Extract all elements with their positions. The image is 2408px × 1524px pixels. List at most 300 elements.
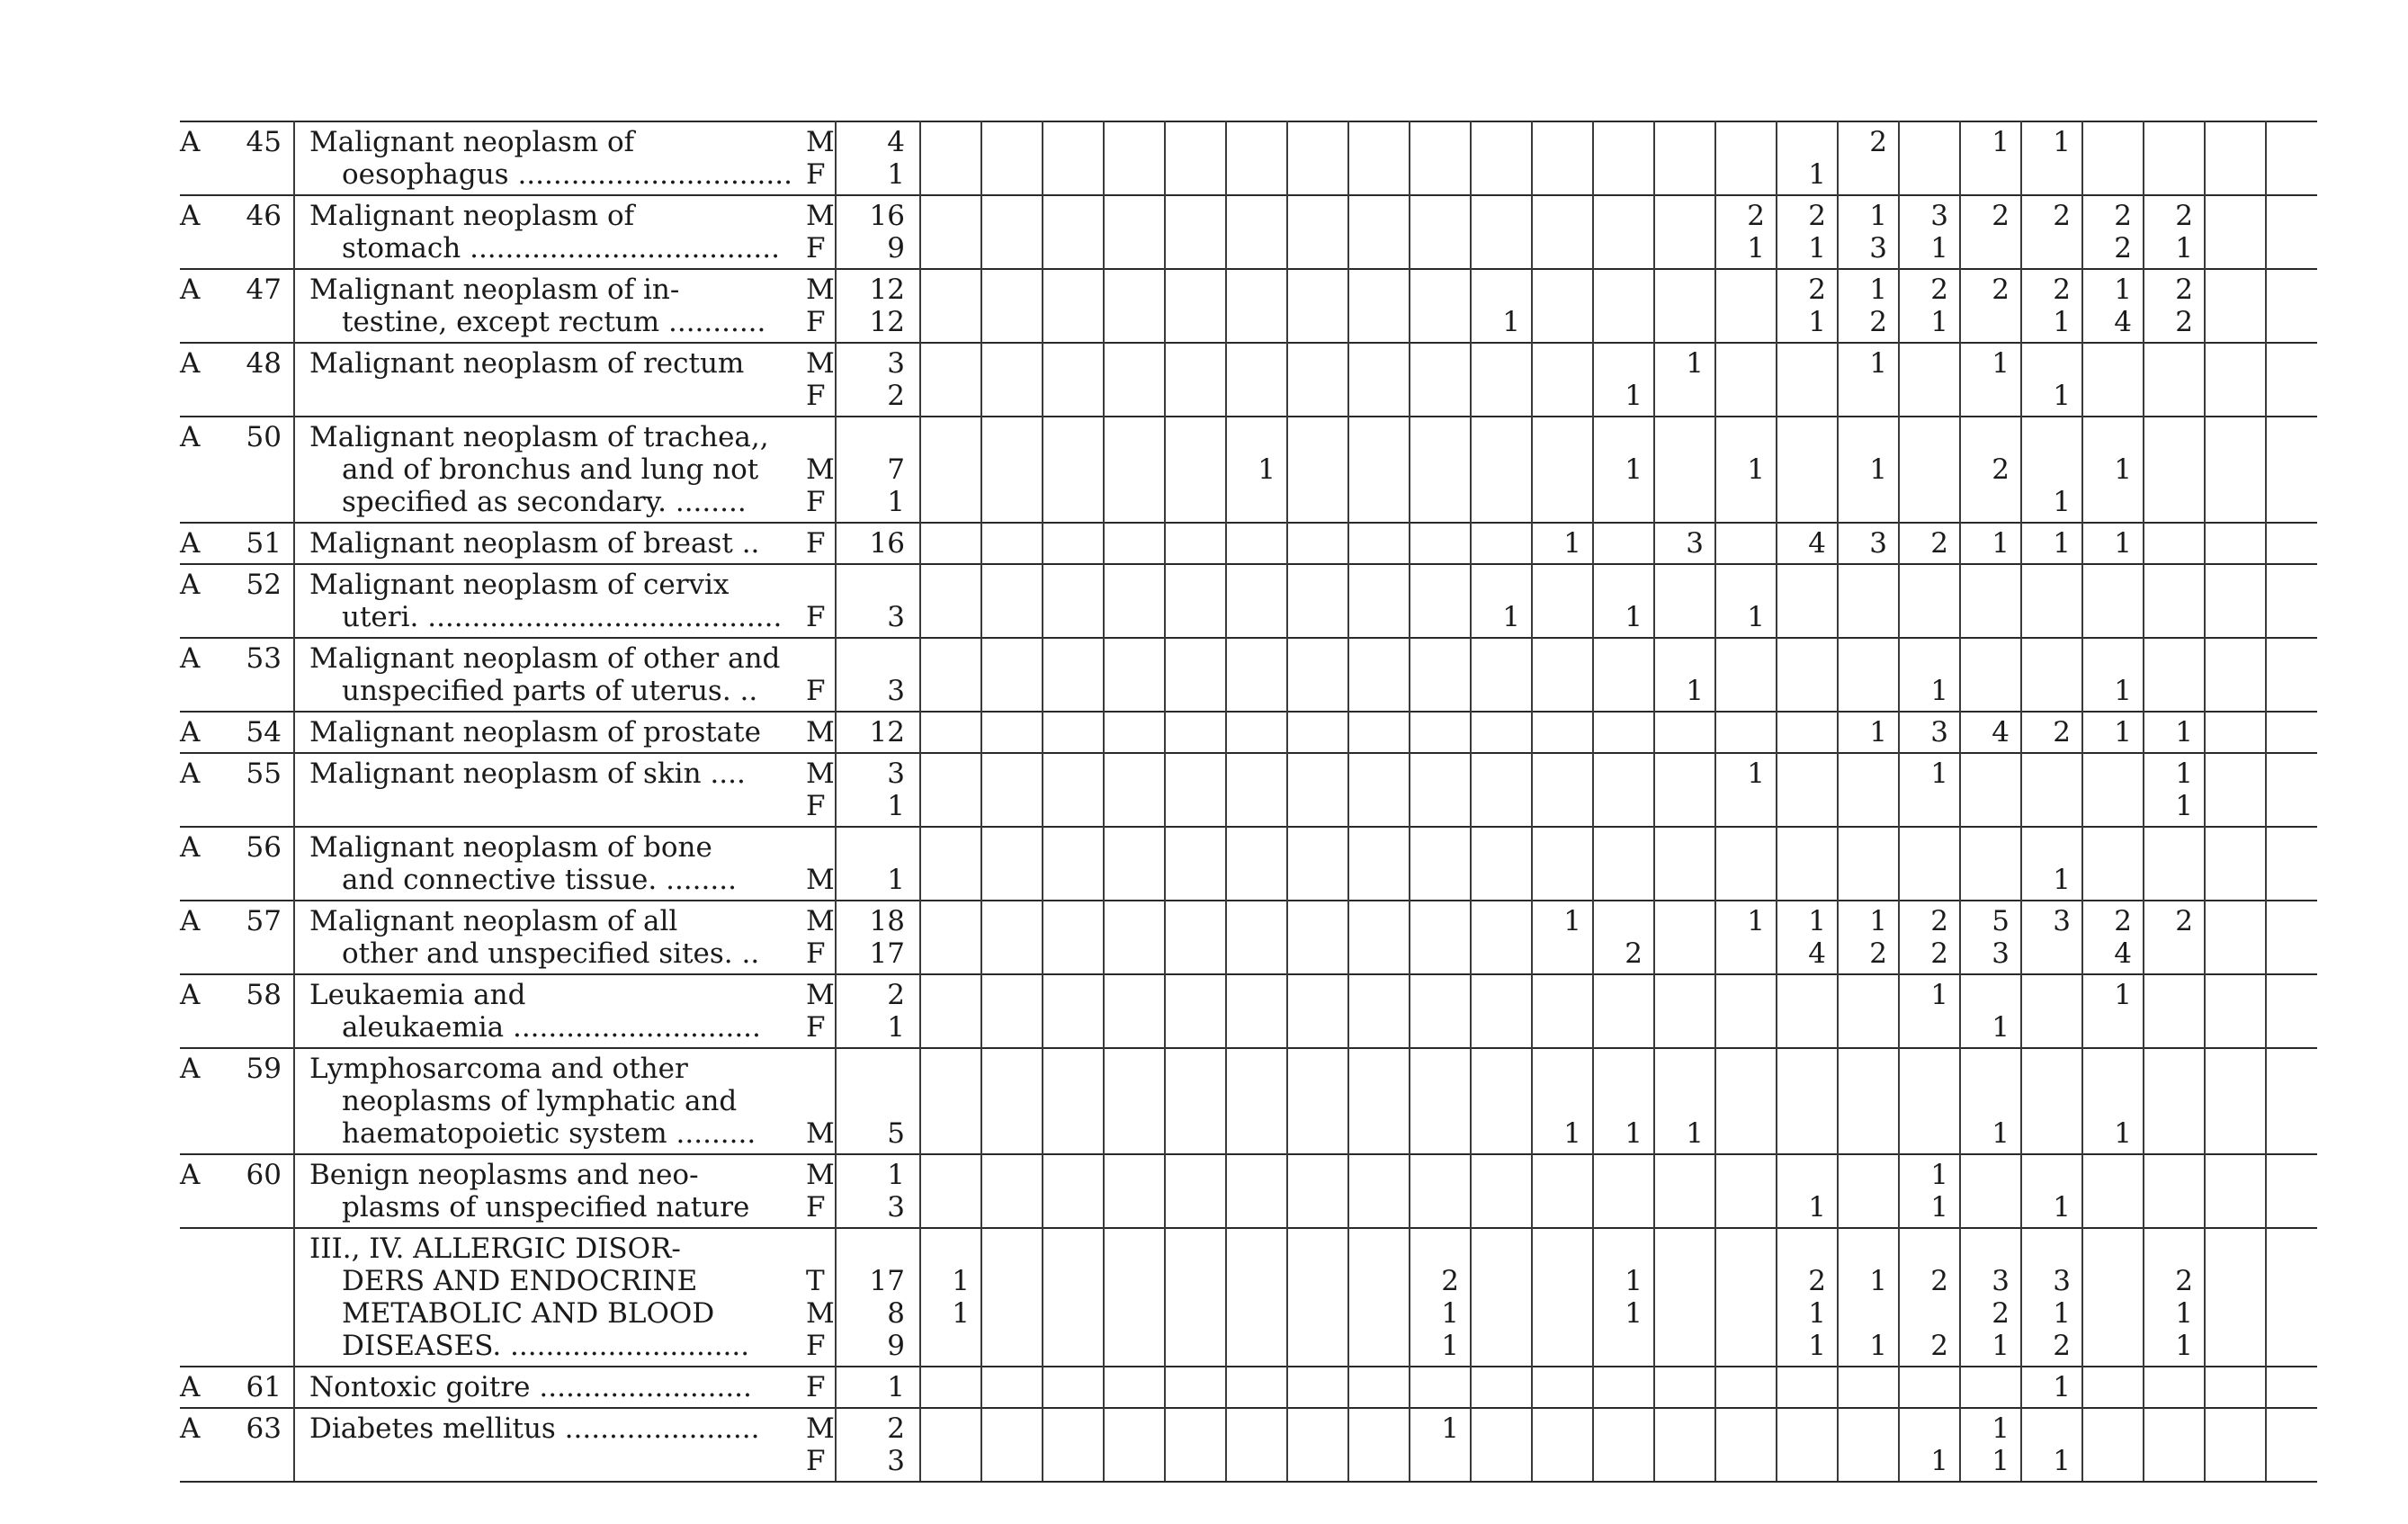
- column-rule: [1653, 121, 1655, 194]
- column-rule: [1409, 522, 1410, 563]
- row-cell-value: 3: [1869, 232, 1887, 264]
- column-rule: [2204, 1227, 2206, 1366]
- column-rule: [1225, 1407, 1227, 1481]
- row-cell-value: 1: [2175, 1330, 2193, 1362]
- column-rule: [2204, 637, 2206, 711]
- column-rule: [1409, 900, 1410, 973]
- column-rule: [1470, 900, 1472, 973]
- row-prefix: A: [180, 347, 201, 380]
- column-rule: [980, 1153, 982, 1227]
- sex-divider: [835, 1047, 837, 1153]
- column-rule: [1653, 1227, 1655, 1366]
- column-rule: [1653, 973, 1655, 1047]
- column-rule: [2265, 637, 2267, 711]
- column-rule: [1592, 268, 1594, 342]
- row-code: 61: [246, 1371, 282, 1403]
- row-total: 12: [869, 306, 905, 338]
- row-cell-value: 4: [2114, 306, 2132, 338]
- column-rule: [2143, 711, 2144, 752]
- column-rule: [1959, 563, 1961, 637]
- row-sex: M: [806, 126, 835, 158]
- row-cause-line: Malignant neoplasm of cervix: [309, 569, 730, 601]
- column-rule: [2020, 194, 2022, 268]
- row-cell-value: 1: [2053, 1371, 2071, 1403]
- column-rule: [1470, 268, 1472, 342]
- column-rule: [1103, 194, 1105, 268]
- column-rule: [1653, 1153, 1655, 1227]
- code-divider: [293, 826, 295, 900]
- column-rule: [2143, 973, 2144, 1047]
- row-cause-line: Malignant neoplasm of: [309, 200, 635, 232]
- column-rule: [2204, 900, 2206, 973]
- column-rule: [1164, 637, 1166, 711]
- column-rule: [1103, 900, 1105, 973]
- row-code: 48: [246, 347, 282, 380]
- row-sex: M: [806, 1117, 835, 1150]
- column-rule: [1531, 900, 1533, 973]
- column-rule: [980, 416, 982, 522]
- column-rule: [1959, 1407, 1961, 1481]
- row-cause-line: testine, except rectum ...........: [342, 306, 766, 338]
- column-rule: [1103, 522, 1105, 563]
- column-rule: [1653, 637, 1655, 711]
- column-rule: [980, 342, 982, 416]
- column-rule: [2204, 826, 2206, 900]
- column-rule: [1409, 1366, 1410, 1407]
- column-rule: [1653, 563, 1655, 637]
- column-rule: [1714, 342, 1716, 416]
- column-rule: [1286, 1047, 1288, 1153]
- column-rule: [2020, 268, 2022, 342]
- code-divider: [293, 268, 295, 342]
- column-rule: [1042, 121, 1043, 194]
- column-rule: [1653, 342, 1655, 416]
- column-rule: [2204, 1366, 2206, 1407]
- column-rule: [1592, 1153, 1594, 1227]
- column-rule: [1898, 1047, 1900, 1153]
- row-rule: [180, 563, 2317, 565]
- code-divider: [293, 416, 295, 522]
- column-rule: [1409, 342, 1410, 416]
- row-cell-value: 1: [1930, 675, 1948, 707]
- column-rule: [1103, 711, 1105, 752]
- column-rule: [1837, 121, 1839, 194]
- column-rule: [2020, 1366, 2022, 1407]
- column-rule: [1470, 522, 1472, 563]
- column-rule: [1103, 342, 1105, 416]
- sex-divider: [835, 900, 837, 973]
- row-cell-value: 1: [2053, 486, 2071, 518]
- row-cell-value: 2: [2175, 200, 2193, 232]
- row-cell-value: 3: [1992, 1265, 2010, 1297]
- row-cause-line: Leukaemia and: [309, 979, 526, 1011]
- column-rule: [1837, 711, 1839, 752]
- column-rule: [1164, 752, 1166, 826]
- column-rule: [1959, 342, 1961, 416]
- row-cause-line: plasms of unspecified nature: [342, 1191, 750, 1224]
- code-divider: [293, 1227, 295, 1366]
- code-divider: [293, 1407, 295, 1481]
- column-rule: [1409, 194, 1410, 268]
- column-rule: [1103, 973, 1105, 1047]
- column-rule: [1225, 637, 1227, 711]
- row-prefix: A: [180, 758, 201, 790]
- column-rule: [1164, 1153, 1166, 1227]
- row-cell-value: 1: [2053, 1445, 2071, 1477]
- column-rule: [1164, 711, 1166, 752]
- column-rule: [2143, 416, 2144, 522]
- row-cell-value: 1: [1869, 1330, 1887, 1362]
- column-rule: [1103, 121, 1105, 194]
- row-cell-value: 2: [1808, 273, 1826, 306]
- row-prefix: A: [180, 200, 201, 232]
- column-rule: [1103, 637, 1105, 711]
- row-cell-value: 2: [1930, 1330, 1948, 1362]
- row-cell-value: 2: [2053, 200, 2071, 232]
- column-rule: [1898, 522, 1900, 563]
- row-cause-line: Malignant neoplasm of breast ..: [309, 527, 760, 560]
- row-cell-value: 2: [1992, 200, 2010, 232]
- column-rule: [1103, 1407, 1105, 1481]
- column-rule: [2143, 563, 2144, 637]
- row-code: 55: [246, 758, 282, 790]
- sex-divider: [835, 194, 837, 268]
- row-cell-value: 1: [1869, 347, 1887, 380]
- column-rule: [1164, 1366, 1166, 1407]
- row-sex: M: [806, 1159, 835, 1191]
- row-cause-line: DERS AND ENDOCRINE: [342, 1265, 698, 1297]
- column-rule: [2081, 1366, 2083, 1407]
- column-rule: [1286, 121, 1288, 194]
- column-rule: [1409, 752, 1410, 826]
- column-rule: [1714, 711, 1716, 752]
- sex-divider: [835, 826, 837, 900]
- row-cell-value: 2: [2053, 1330, 2071, 1362]
- column-rule: [1531, 342, 1533, 416]
- row-sex: M: [806, 864, 835, 896]
- column-rule: [1898, 752, 1900, 826]
- column-rule: [2265, 1047, 2267, 1153]
- row-code: 56: [246, 831, 282, 864]
- column-rule: [2143, 194, 2144, 268]
- row-prefix: A: [180, 905, 201, 937]
- column-rule: [1959, 416, 1961, 522]
- row-sex: F: [806, 675, 826, 707]
- row-cell-value: 1: [2053, 380, 2071, 412]
- column-rule: [1898, 416, 1900, 522]
- column-rule: [1470, 1047, 1472, 1153]
- row-total: 9: [887, 232, 905, 264]
- row-cell-value: 2: [1441, 1265, 1459, 1297]
- column-rule: [2143, 1366, 2144, 1407]
- row-cause-line: DISEASES. ...........................: [342, 1330, 750, 1362]
- column-rule: [980, 1047, 982, 1153]
- column-rule: [2020, 973, 2022, 1047]
- row-total: 1: [887, 790, 905, 822]
- column-rule: [1959, 1227, 1961, 1366]
- column-rule: [1409, 826, 1410, 900]
- row-cell-value: 1: [1625, 453, 1643, 486]
- column-rule: [1592, 342, 1594, 416]
- column-rule: [2204, 416, 2206, 522]
- column-rule: [919, 1407, 921, 1481]
- column-rule: [980, 121, 982, 194]
- column-rule: [980, 563, 982, 637]
- column-rule: [2081, 752, 2083, 826]
- row-cell-value: 1: [1747, 905, 1765, 937]
- column-rule: [1898, 563, 1900, 637]
- column-rule: [1959, 826, 1961, 900]
- row-cell-value: 1: [952, 1265, 970, 1297]
- sex-divider: [835, 973, 837, 1047]
- row-cause-line: III., IV. ALLERGIC DISOR-: [309, 1233, 681, 1265]
- row-cause-line: stomach ...................................: [342, 232, 780, 264]
- column-rule: [2081, 416, 2083, 522]
- row-sex: M: [806, 905, 835, 937]
- column-rule: [1837, 342, 1839, 416]
- row-cell-value: 1: [1686, 1117, 1704, 1150]
- column-rule: [1286, 637, 1288, 711]
- column-rule: [1714, 1366, 1716, 1407]
- column-rule: [2204, 268, 2206, 342]
- row-rule: [180, 416, 2317, 417]
- row-cell-value: 1: [1747, 758, 1765, 790]
- column-rule: [919, 637, 921, 711]
- row-code: 60: [246, 1159, 282, 1191]
- column-rule: [980, 637, 982, 711]
- column-rule: [1592, 637, 1594, 711]
- column-rule: [1470, 826, 1472, 900]
- column-rule: [1959, 1047, 1961, 1153]
- row-cell-value: 1: [1808, 1330, 1826, 1362]
- column-rule: [1531, 752, 1533, 826]
- row-cause-line: Lymphosarcoma and other: [309, 1053, 688, 1085]
- column-rule: [1409, 1407, 1410, 1481]
- column-rule: [1286, 826, 1288, 900]
- row-cell-value: 1: [2114, 273, 2132, 306]
- column-rule: [1714, 522, 1716, 563]
- column-rule: [1898, 637, 1900, 711]
- column-rule: [919, 121, 921, 194]
- column-rule: [1225, 563, 1227, 637]
- row-cell-value: 1: [1625, 1117, 1643, 1150]
- sex-divider: [835, 752, 837, 826]
- column-rule: [1898, 1227, 1900, 1366]
- row-sex: M: [806, 273, 835, 306]
- column-rule: [1286, 752, 1288, 826]
- row-cell-value: 1: [1441, 1297, 1459, 1330]
- column-rule: [1225, 416, 1227, 522]
- row-cell-value: 1: [2114, 716, 2132, 749]
- column-rule: [2020, 711, 2022, 752]
- row-prefix: A: [180, 642, 201, 675]
- row-cause-line: neoplasms of lymphatic and: [342, 1085, 738, 1117]
- column-rule: [2081, 268, 2083, 342]
- row-cell-value: 2: [2114, 905, 2132, 937]
- column-rule: [2020, 752, 2022, 826]
- column-rule: [1714, 194, 1716, 268]
- column-rule: [2081, 342, 2083, 416]
- column-rule: [1347, 637, 1349, 711]
- column-rule: [2020, 121, 2022, 194]
- column-rule: [919, 1227, 921, 1366]
- row-cell-value: 1: [2053, 306, 2071, 338]
- row-cell-value: 1: [1992, 347, 2010, 380]
- column-rule: [1776, 637, 1777, 711]
- row-cause-line: Malignant neoplasm of in-: [309, 273, 680, 306]
- column-rule: [1225, 121, 1227, 194]
- column-rule: [1286, 342, 1288, 416]
- row-cell-value: 2: [1930, 1265, 1948, 1297]
- row-cell-value: 1: [1992, 1011, 2010, 1044]
- column-rule: [1653, 522, 1655, 563]
- column-rule: [1225, 342, 1227, 416]
- column-rule: [1103, 826, 1105, 900]
- column-rule: [1714, 416, 1716, 522]
- row-cell-value: 1: [2175, 1297, 2193, 1330]
- column-rule: [1959, 522, 1961, 563]
- row-cause-line: aleukaemia ............................: [342, 1011, 761, 1044]
- row-cell-value: 2: [1992, 273, 2010, 306]
- row-prefix: A: [180, 716, 201, 749]
- row-total: 3: [887, 601, 905, 633]
- column-rule: [1531, 522, 1533, 563]
- column-rule: [2020, 637, 2022, 711]
- row-sex: M: [806, 716, 835, 749]
- row-cell-value: 3: [1992, 937, 2010, 970]
- sex-divider: [835, 121, 837, 194]
- column-rule: [1225, 826, 1227, 900]
- column-rule: [1286, 1366, 1288, 1407]
- column-rule: [1347, 1366, 1349, 1407]
- column-rule: [1837, 1227, 1839, 1366]
- row-cell-value: 1: [1930, 1191, 1948, 1224]
- row-cell-value: 1: [1625, 601, 1643, 633]
- column-rule: [1592, 752, 1594, 826]
- row-cause-line: Malignant neoplasm of all: [309, 905, 678, 937]
- row-total: 17: [869, 937, 905, 970]
- row-sex: M: [806, 453, 835, 486]
- column-rule: [1286, 268, 1288, 342]
- column-rule: [1837, 637, 1839, 711]
- row-cause-line: uteri. ........................................: [342, 601, 783, 633]
- row-cause-line: Malignant neoplasm of: [309, 126, 635, 158]
- row-total: 17: [869, 1265, 905, 1297]
- column-rule: [980, 973, 982, 1047]
- row-cause-line: haematopoietic system .........: [342, 1117, 756, 1150]
- column-rule: [1347, 1153, 1349, 1227]
- column-rule: [1470, 973, 1472, 1047]
- column-rule: [1898, 711, 1900, 752]
- row-cell-value: 1: [1930, 306, 1948, 338]
- column-rule: [2081, 121, 2083, 194]
- row-rule: [180, 1153, 2317, 1155]
- row-cell-value: 1: [1808, 1191, 1826, 1224]
- row-cell-value: 3: [2053, 905, 2071, 937]
- row-rule: [180, 637, 2317, 639]
- sex-divider: [835, 268, 837, 342]
- row-total: 16: [869, 527, 905, 560]
- row-cell-value: 3: [1869, 527, 1887, 560]
- column-rule: [1653, 752, 1655, 826]
- column-rule: [980, 900, 982, 973]
- column-rule: [1959, 268, 1961, 342]
- column-rule: [1225, 1227, 1227, 1366]
- column-rule: [1103, 752, 1105, 826]
- row-cell-value: 2: [1930, 937, 1948, 970]
- row-cell-value: 1: [1808, 306, 1826, 338]
- column-rule: [1959, 752, 1961, 826]
- column-rule: [2265, 900, 2267, 973]
- column-rule: [1164, 973, 1166, 1047]
- code-divider: [293, 194, 295, 268]
- row-cell-value: 1: [1808, 1297, 1826, 1330]
- row-sex: M: [806, 1412, 835, 1445]
- row-cause-line: Malignant neoplasm of trachea,,: [309, 421, 769, 453]
- column-rule: [1653, 268, 1655, 342]
- code-divider: [293, 342, 295, 416]
- column-rule: [1776, 194, 1777, 268]
- row-cell-value: 2: [1808, 200, 1826, 232]
- row-code: 52: [246, 569, 282, 601]
- column-rule: [1103, 268, 1105, 342]
- column-rule: [1286, 1227, 1288, 1366]
- column-rule: [1714, 1153, 1716, 1227]
- column-rule: [2204, 563, 2206, 637]
- row-total: 7: [887, 453, 905, 486]
- column-rule: [2143, 1227, 2144, 1366]
- column-rule: [919, 711, 921, 752]
- sex-divider: [835, 563, 837, 637]
- row-rule: [180, 268, 2317, 270]
- column-rule: [1347, 826, 1349, 900]
- column-rule: [1898, 900, 1900, 973]
- column-rule: [1653, 900, 1655, 973]
- column-rule: [1837, 1153, 1839, 1227]
- column-rule: [1592, 194, 1594, 268]
- sex-divider: [835, 1407, 837, 1481]
- sex-divider: [835, 416, 837, 522]
- column-rule: [1164, 900, 1166, 973]
- row-sex: F: [806, 790, 826, 822]
- row-cause-line: Malignant neoplasm of rectum: [309, 347, 745, 380]
- column-rule: [2265, 121, 2267, 194]
- column-rule: [1225, 1366, 1227, 1407]
- row-sex: T: [806, 1265, 825, 1297]
- column-rule: [1592, 1047, 1594, 1153]
- row-cell-value: 1: [1930, 232, 1948, 264]
- column-rule: [1531, 637, 1533, 711]
- code-divider: [293, 121, 295, 194]
- row-code: 53: [246, 642, 282, 675]
- column-rule: [2265, 826, 2267, 900]
- column-rule: [1898, 826, 1900, 900]
- row-rule: [180, 973, 2317, 975]
- row-prefix: A: [180, 1412, 201, 1445]
- row-cell-value: 1: [1930, 1445, 1948, 1477]
- row-cell-value: 1: [1563, 1117, 1581, 1150]
- row-cell-value: 1: [2175, 716, 2193, 749]
- column-rule: [2265, 711, 2267, 752]
- row-rule: [180, 1366, 2317, 1367]
- row-cell-value: 1: [1992, 527, 2010, 560]
- code-divider: [293, 711, 295, 752]
- row-cell-value: 1: [1869, 1265, 1887, 1297]
- row-code: 57: [246, 905, 282, 937]
- column-rule: [2081, 522, 2083, 563]
- column-rule: [980, 752, 982, 826]
- column-rule: [1409, 1227, 1410, 1366]
